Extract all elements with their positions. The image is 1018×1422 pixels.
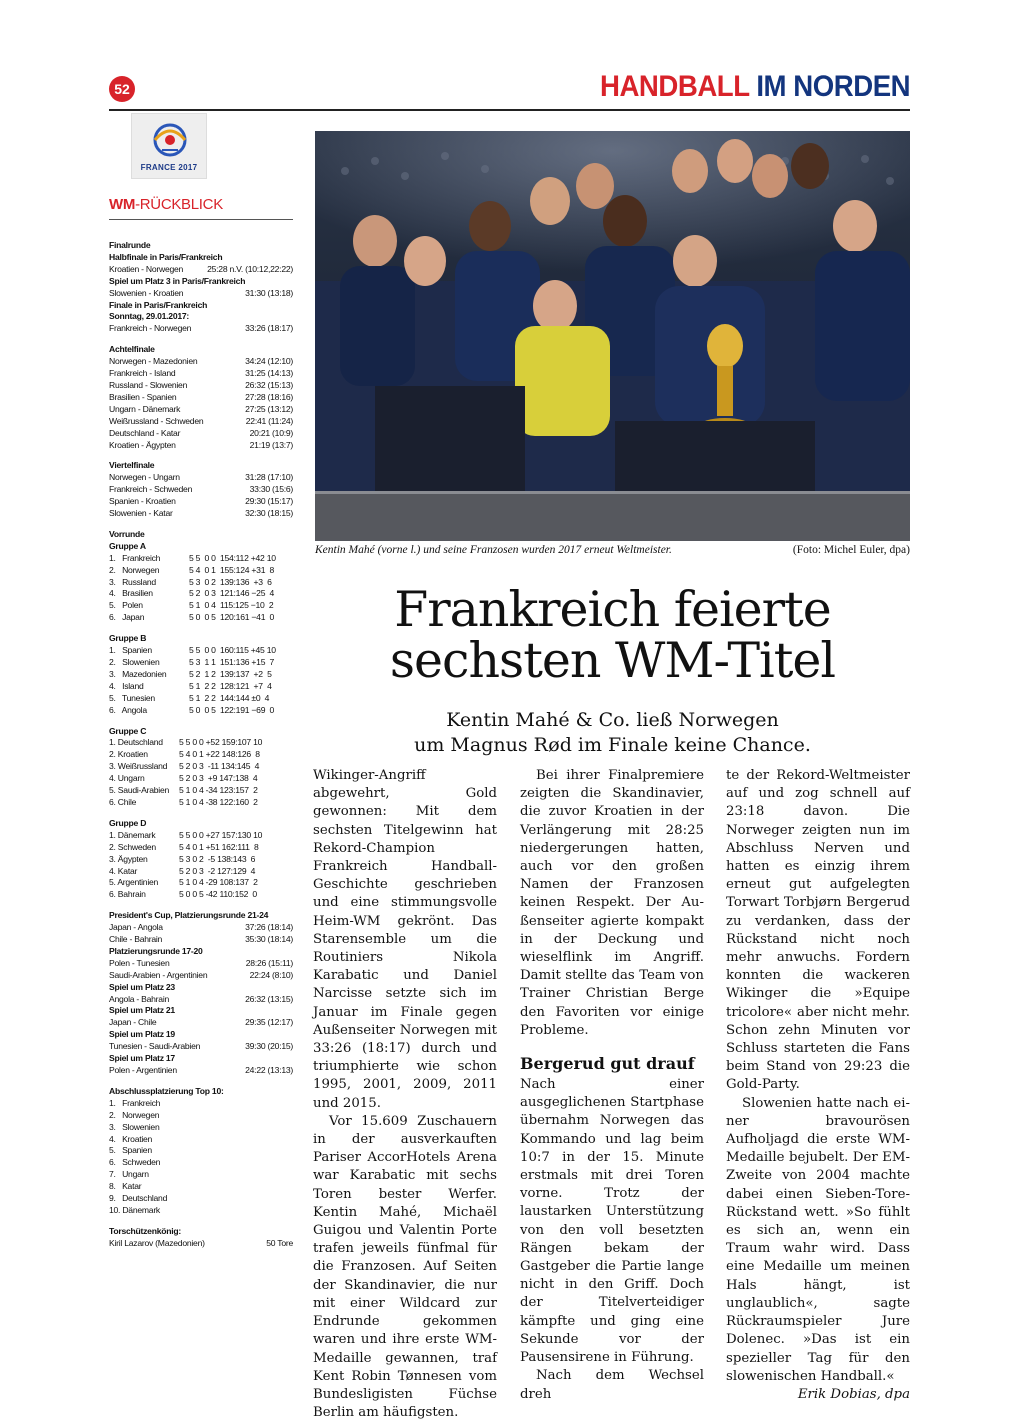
result-row xyxy=(109,428,293,440)
games-list xyxy=(109,958,293,982)
standings-stats: 5 2 0 3 +9 147:138 4 xyxy=(179,773,258,784)
block-subtitle: Spiel um Platz 3 in Paris/Frankreich xyxy=(109,275,246,286)
standings-stats: 5 3 0 2 139:136 +3 6 xyxy=(189,576,272,587)
results-box xyxy=(109,240,293,1259)
standings-stats: 5 4 0 1 +22 148:126 8 xyxy=(179,749,260,760)
result-row xyxy=(109,508,293,520)
standings-team: 2. Slowenien xyxy=(109,657,160,667)
achtelfinale-block xyxy=(109,344,293,451)
headline-line-1: Frankreich feierte xyxy=(394,581,831,638)
standings-team: 1. Dänemark xyxy=(109,829,156,840)
result-teams: Japan - Angola xyxy=(109,922,163,933)
block-subtitle: Spiel um Platz 23 xyxy=(109,981,175,992)
result-teams: Kroatien - Ägypten xyxy=(109,439,176,450)
result-row xyxy=(109,484,293,496)
block-subtitle: Spiel um Platz 17 xyxy=(109,1053,175,1064)
block-subtitle: Spiel um Platz 19 xyxy=(109,1029,175,1040)
photo-credit: (Foto: Michel Euler, dpa) xyxy=(792,544,910,556)
standings-row xyxy=(109,854,293,866)
result-teams: Weißrussland - Schweden xyxy=(109,415,204,426)
presidents-cup-block xyxy=(109,910,293,1077)
standings-team: 1. Spanien xyxy=(109,645,152,656)
group-title: Gruppe D xyxy=(109,817,147,828)
result-score: 37:26 (18:14) xyxy=(245,922,293,933)
paragraph: Vor 15.609 Zuschauern in der ausverkauften Pariser AccorHotels Arena war Karabatic mit sechs Toren bester Werfer. Kentin Mahé, Michaël Guigou und Valentin Porte trafen jeweils fünfmal für die Franzosen. Auf Seiten der Skandinavier, die nur mit einer Wildcard zur Endrunde gekommen waren und ihre erste WM-Medaille gewannen, traf Kent Robin Tønnesen vom Bundesligisten Füchse Berlin am häufigsten. xyxy=(313,1113,497,1421)
ranking-item: 10. Dänemark xyxy=(109,1204,160,1215)
standings-row xyxy=(109,612,293,624)
standings-team: 3. Ägypten xyxy=(109,853,148,864)
standings-team: 3. Weißrussland xyxy=(109,761,168,772)
block-title: President's Cup, Platzierungsrunde 21-24 xyxy=(109,910,269,921)
standings-row xyxy=(109,645,293,657)
games-list xyxy=(109,994,293,1006)
result-teams: Frankreich - Island xyxy=(109,368,176,379)
result-score: 22:24 (8:10) xyxy=(249,969,293,980)
standings-row xyxy=(109,830,293,842)
standings-row xyxy=(109,553,293,565)
headline-line-2: sechsten WM-Titel xyxy=(389,632,836,689)
standings-team: 4. Island xyxy=(109,680,144,691)
result-teams: Ungarn - Dänemark xyxy=(109,403,181,414)
standings-team: 4. Brasilien xyxy=(109,588,153,599)
standings-row xyxy=(109,669,293,681)
result-score: 20:21 (10:9) xyxy=(249,427,293,438)
standings-stats: 5 1 0 4 -38 122:160 2 xyxy=(179,796,258,807)
result-row: Kroatien - Norwegen 25:28 n.V. (10:12,22:22) xyxy=(109,263,293,274)
group-title: Gruppe C xyxy=(109,725,147,736)
result-teams: Slowenien - Katar xyxy=(109,508,173,519)
standings-team: 6. Angola xyxy=(109,704,147,715)
result-row xyxy=(109,356,293,368)
standings-team: 5. Argentinien xyxy=(109,877,159,888)
ranking-item: 4. Kroatien xyxy=(109,1133,153,1144)
result-score: 27:25 (13:12) xyxy=(245,403,293,414)
block-title: Finalrunde xyxy=(109,240,151,250)
standings-team: 6. Bahrain xyxy=(109,889,146,900)
result-teams: Norwegen - Mazedonien xyxy=(109,356,198,367)
viertelfinale-block xyxy=(109,460,293,520)
result-teams: Chile - Bahrain xyxy=(109,934,163,945)
standings-team: 3. Mazedonien xyxy=(109,668,167,679)
result-score: 26:32 (13:15) xyxy=(245,993,293,1004)
block-subtitle: Platzierungsrunde 17-20 xyxy=(109,945,203,956)
result-row xyxy=(109,472,293,484)
ranking-item: 8. Katar xyxy=(109,1181,142,1192)
wm-logo xyxy=(131,113,207,179)
section-title xyxy=(600,70,910,104)
standings-row xyxy=(109,785,293,797)
gruppe-d-block xyxy=(109,818,293,901)
caption-text: Kentin Mahé (vorne l.) und seine Franzosen wurden 2017 erneut Weltmeister. xyxy=(315,544,672,556)
result-teams: Japan - Chile xyxy=(109,1017,157,1028)
result-score: 39:30 (20:15) xyxy=(245,1041,293,1052)
crosshead: Bergerud gut drauf xyxy=(520,1054,695,1074)
standings-row xyxy=(109,693,293,705)
standings-row xyxy=(109,749,293,761)
standings-stats: 5 1 2 2 128:121 +7 4 xyxy=(189,680,272,691)
standings-row xyxy=(109,705,293,717)
block-subtitle: Spiel um Platz 21 xyxy=(109,1005,175,1016)
games-list xyxy=(109,1017,293,1029)
block-title: Abschlussplatzierung Top 10: xyxy=(109,1085,224,1096)
standings-row xyxy=(109,866,293,878)
result-score: 24:22 (13:13) xyxy=(245,1065,293,1075)
result-row xyxy=(109,416,293,428)
section-title-red: HANDBALL xyxy=(599,70,749,103)
paragraph-text: Slowenien hatte nach einer bravourösen Aufholjagd die erste WM-Medaille bejubelt. Der EM-Zweite von 2004 machte dabei einen Sieben-Tore-Rückstand wett. »So fühlt es sich an, wenn ein Traum wahr wird. Dass eine Medaille um meinen Hals hängt, ist unglaublich«, sagte Rückraumspieler Jure Dolenec. »Das ist ein spezieller Tag für den slowenischen Handball.« xyxy=(726,1095,910,1384)
gruppe-c-block xyxy=(109,726,293,809)
result-row xyxy=(109,380,293,392)
standings-stats: 5 2 1 2 139:137 +2 5 xyxy=(189,668,272,679)
result-score: 32:30 (18:15) xyxy=(245,508,293,519)
standings-team: 1. Deutschland xyxy=(109,737,163,748)
result-teams: Tunesien - Saudi-Arabien xyxy=(109,1041,201,1052)
result-score: 29:35 (12:17) xyxy=(245,1017,293,1028)
standings-team: 5. Tunesien xyxy=(109,692,155,703)
standings-stats: 5 5 0 0 160:115 +45 10 xyxy=(189,645,276,656)
celebration-photo-icon xyxy=(315,131,910,541)
result-score: 21:19 (13:7) xyxy=(249,439,293,450)
result-teams: Deutschland - Katar xyxy=(109,427,181,438)
result-teams: Saudi-Arabien - Argentinien xyxy=(109,969,208,980)
games-list xyxy=(109,472,293,520)
standings-stats: 5 5 0 0 +27 157:130 10 xyxy=(179,829,263,840)
result-teams: Polen - Tunesien xyxy=(109,957,170,968)
paragraph: te der Rekord-Weltmeister auf und zog schnell auf 23:18 davon. Die Norweger zeigten nun im Abschluss Nerven und hatten es einzig ihrem erneut gut aufgelegten Torwart Torbjørn Bergerud zu verdanken, dass der Rückstand nicht noch mehr anwuchs. Fordern konnten die wackeren Wikinger die »Equipe tricolore« aber nicht mehr. Schon zehn Minuten vor Schluss starteten die Fans beim Stand von 29:23 die Gold-Party. xyxy=(726,768,910,1093)
games-list xyxy=(109,922,293,946)
block-subtitle: Finale in Paris/Frankreich xyxy=(109,299,208,310)
games-list xyxy=(109,356,293,451)
rubric-rest: -RÜCKBLICK xyxy=(135,196,223,213)
photo-caption xyxy=(315,544,910,556)
standings-row xyxy=(109,773,293,785)
result-row: Kiril Lazarov (Mazedonien) 50 Tore xyxy=(109,1237,293,1248)
standings-stats: 5 1 0 4 -29 108:137 2 xyxy=(179,877,258,888)
block-title: Viertelfinale xyxy=(109,460,155,471)
result-score: 28:26 (15:11) xyxy=(245,957,293,968)
result-teams: Polen - Argentinien xyxy=(109,1065,177,1075)
result-row xyxy=(109,1041,293,1053)
result-teams: Spanien - Kroatien xyxy=(109,496,176,507)
standings-row xyxy=(109,877,293,889)
paragraph: Bei ihrer Finalpremiere zeigten die Skandinavier, die zuvor Kroatien in der Verlängerung mit 28:25 niedergerungen hatten, auch vor den großen Namen der Franzosen keinen Respekt. Der Außenseiter agierte kompakt in der Deckung und wieselflink im Angriff. Damit stellte das Team von Trainer Christian Berge den Favoriten vor einige Probleme. xyxy=(520,768,704,1038)
standings-list xyxy=(109,553,293,624)
games-list xyxy=(109,1041,293,1053)
standings-team: 2. Norwegen xyxy=(109,564,160,575)
page-number: 52 xyxy=(109,76,135,102)
result-teams: Angola - Bahrain xyxy=(109,993,170,1004)
standings-team: 6. Japan xyxy=(109,612,145,623)
paragraph: Nach dem Wechsel dreh xyxy=(520,1368,704,1402)
team-photo xyxy=(315,131,910,541)
gruppe-a-block xyxy=(109,529,293,624)
result-row xyxy=(109,1017,293,1029)
standings-team: 3. Russland xyxy=(109,576,156,587)
standings-row xyxy=(109,737,293,749)
result-teams: Russland - Slowenien xyxy=(109,379,188,390)
subhead-line-2: um Magnus Rød im Finale keine Chance. xyxy=(414,734,811,756)
standings-stats: 5 0 0 5 120:161 −41 0 xyxy=(189,612,275,623)
ranking-item: 1. Frankreich xyxy=(109,1097,161,1108)
paragraph: Wikinger-Angriff abgewehrt, Gold gewonnen: Mit dem sechsten Titelgewinn hat Rekord-Champion Frankreich Handball-Geschichte geschrieben und eine stimmungsvolle Heim-WM gekrönt. Das Starensemble um die Routiniers Nikola Karabatic und Daniel Narcisse setzte sich im Januar im Finale gegen Außenseiter Norwegen mit 33:26 (18:17) durch und triumphierte wie schon 1995, 2001, 2009, 2011 und 2015. xyxy=(313,768,497,1111)
block-title: Vorrunde xyxy=(109,528,145,539)
result-row: Frankreich - Norwegen 33:26 (18:17) xyxy=(109,323,293,334)
ranking-item: 7. Ungarn xyxy=(109,1169,149,1180)
paragraph xyxy=(726,1095,910,1402)
result-score: 34:24 (12:10) xyxy=(245,356,293,367)
headline xyxy=(315,581,910,689)
standings-stats: 5 2 0 3 -2 127:129 4 xyxy=(179,865,256,876)
ranking-item: 6. Schweden xyxy=(109,1157,161,1168)
result-row xyxy=(109,392,293,404)
result-score: 22:41 (11:24) xyxy=(245,415,293,426)
result-row xyxy=(109,368,293,380)
ranking-item: 5. Spanien xyxy=(109,1145,152,1156)
header-rule xyxy=(109,109,910,111)
standings-stats: 5 3 1 1 151:136 +15 7 xyxy=(189,657,275,667)
standings-team: 4. Ungarn xyxy=(109,773,145,784)
finalrunde-block xyxy=(109,240,293,335)
subhead-line-1: Kentin Mahé & Co. ließ Norwegen xyxy=(446,709,779,731)
article-column-3 xyxy=(726,767,910,1404)
standings-stats: 5 1 0 4 115:125 −10 2 xyxy=(189,600,274,611)
standings-stats: 5 5 0 0 +52 159:107 10 xyxy=(179,737,263,748)
standings-stats: 5 3 0 2 -5 138:143 6 xyxy=(179,853,256,864)
standings-team: 2. Schweden xyxy=(109,841,156,852)
result-row xyxy=(109,922,293,934)
standings-row xyxy=(109,588,293,600)
result-score: 35:30 (18:14) xyxy=(245,934,293,945)
standings-list xyxy=(109,737,293,808)
scorer-block xyxy=(109,1226,293,1250)
standings-team: 6. Chile xyxy=(109,796,137,807)
standings-row xyxy=(109,565,293,577)
ranking-item: 2. Norwegen xyxy=(109,1109,160,1120)
result-row xyxy=(109,970,293,982)
group-title: Gruppe B xyxy=(109,633,147,644)
block-subtitle: Halbfinale in Paris/Frankreich xyxy=(109,251,223,262)
ranking-item: 9. Deutschland xyxy=(109,1193,168,1204)
result-row xyxy=(109,934,293,946)
standings-stats: 5 2 0 3 -11 134:145 4 xyxy=(179,761,260,772)
top10-block xyxy=(109,1086,293,1217)
ranking-item: 3. Slowenien xyxy=(109,1121,160,1132)
result-row xyxy=(109,440,293,452)
result-row xyxy=(109,496,293,508)
article-column-1 xyxy=(313,767,497,1422)
standings-row xyxy=(109,577,293,589)
result-teams: Norwegen - Ungarn xyxy=(109,472,180,483)
logo-text: FRANCE 2017 xyxy=(140,163,198,172)
standings-team: 4. Katar xyxy=(109,865,138,876)
result-score: 31:25 (14:13) xyxy=(245,368,293,379)
result-score: 31:28 (17:10) xyxy=(245,472,293,483)
result-row xyxy=(109,404,293,416)
standings-team: 1. Frankreich xyxy=(109,552,161,563)
standings-row xyxy=(109,761,293,773)
standings-stats: 5 4 0 1 +51 162:111 8 xyxy=(179,841,259,852)
result-row xyxy=(109,994,293,1006)
result-row xyxy=(109,1065,293,1077)
standings-stats: 5 0 0 5 -42 110:152 0 xyxy=(179,889,257,900)
article-column-2 xyxy=(520,767,704,1404)
standings-row xyxy=(109,600,293,612)
paragraph: Nach einer ausgeglichenen Startphase übernahm Norwegen das Kommando und lag beim 10:7 in der 15. Minute erstmals mit drei Toren vorne. Trotz der laustarken Unterstützung von den voll besetzten Rängen bekam der Gastgeber die Partie lange nicht in den Griff. Doch der Titelverteidiger kämpfte und ging eine Sekunde vor der Pausensirene in Führung. xyxy=(520,1077,704,1366)
standings-stats: 5 2 0 3 121:146 −25 4 xyxy=(189,588,275,599)
author-byline: Erik Dobias, dpa xyxy=(797,1386,910,1402)
result-row xyxy=(109,958,293,970)
gruppe-b-block xyxy=(109,633,293,716)
result-teams: Frankreich - Schweden xyxy=(109,484,193,495)
standings-stats: 5 1 0 4 -34 123:157 2 xyxy=(179,785,258,796)
standings-list xyxy=(109,830,293,901)
standings-stats: 5 1 2 2 144:144 ±0 4 xyxy=(189,692,270,703)
result-score: 29:30 (15:17) xyxy=(245,496,293,507)
result-score: 33:30 (15:6) xyxy=(249,484,293,495)
standings-stats: 5 0 0 5 122:191 −69 0 xyxy=(189,704,275,715)
standings-stats: 5 5 0 0 154:112 +42 10 xyxy=(189,552,276,563)
standings-stats: 5 4 0 1 155:124 +31 8 xyxy=(189,564,275,575)
subheadline xyxy=(315,708,910,758)
standings-row xyxy=(109,681,293,693)
rubric xyxy=(109,196,293,220)
rubric-bold: WM xyxy=(109,196,136,213)
result-score: 26:32 (15:13) xyxy=(245,379,293,390)
group-title: Gruppe A xyxy=(109,540,146,551)
standings-list xyxy=(109,645,293,716)
games-list xyxy=(109,1065,293,1077)
block-title: Achtelfinale xyxy=(109,344,155,355)
block-subtitle: Sonntag, 29.01.2017: xyxy=(109,311,190,322)
section-title-blue: IM NORDEN xyxy=(756,70,910,103)
top10-list xyxy=(109,1098,293,1217)
block-title: Torschützenkönig: xyxy=(109,1225,181,1236)
standings-row xyxy=(109,889,293,901)
standings-row xyxy=(109,842,293,854)
standings-row xyxy=(109,657,293,669)
standings-team: 5. Polen xyxy=(109,600,143,611)
result-row: Slowenien - Kroatien 31:30 (13:18) xyxy=(109,287,293,298)
result-score: 27:28 (18:16) xyxy=(245,391,293,402)
standings-team: 5. Saudi-Arabien xyxy=(109,785,170,796)
standings-row xyxy=(109,797,293,809)
result-teams: Brasilien - Spanien xyxy=(109,391,177,402)
standings-team: 2. Kroatien xyxy=(109,749,148,760)
